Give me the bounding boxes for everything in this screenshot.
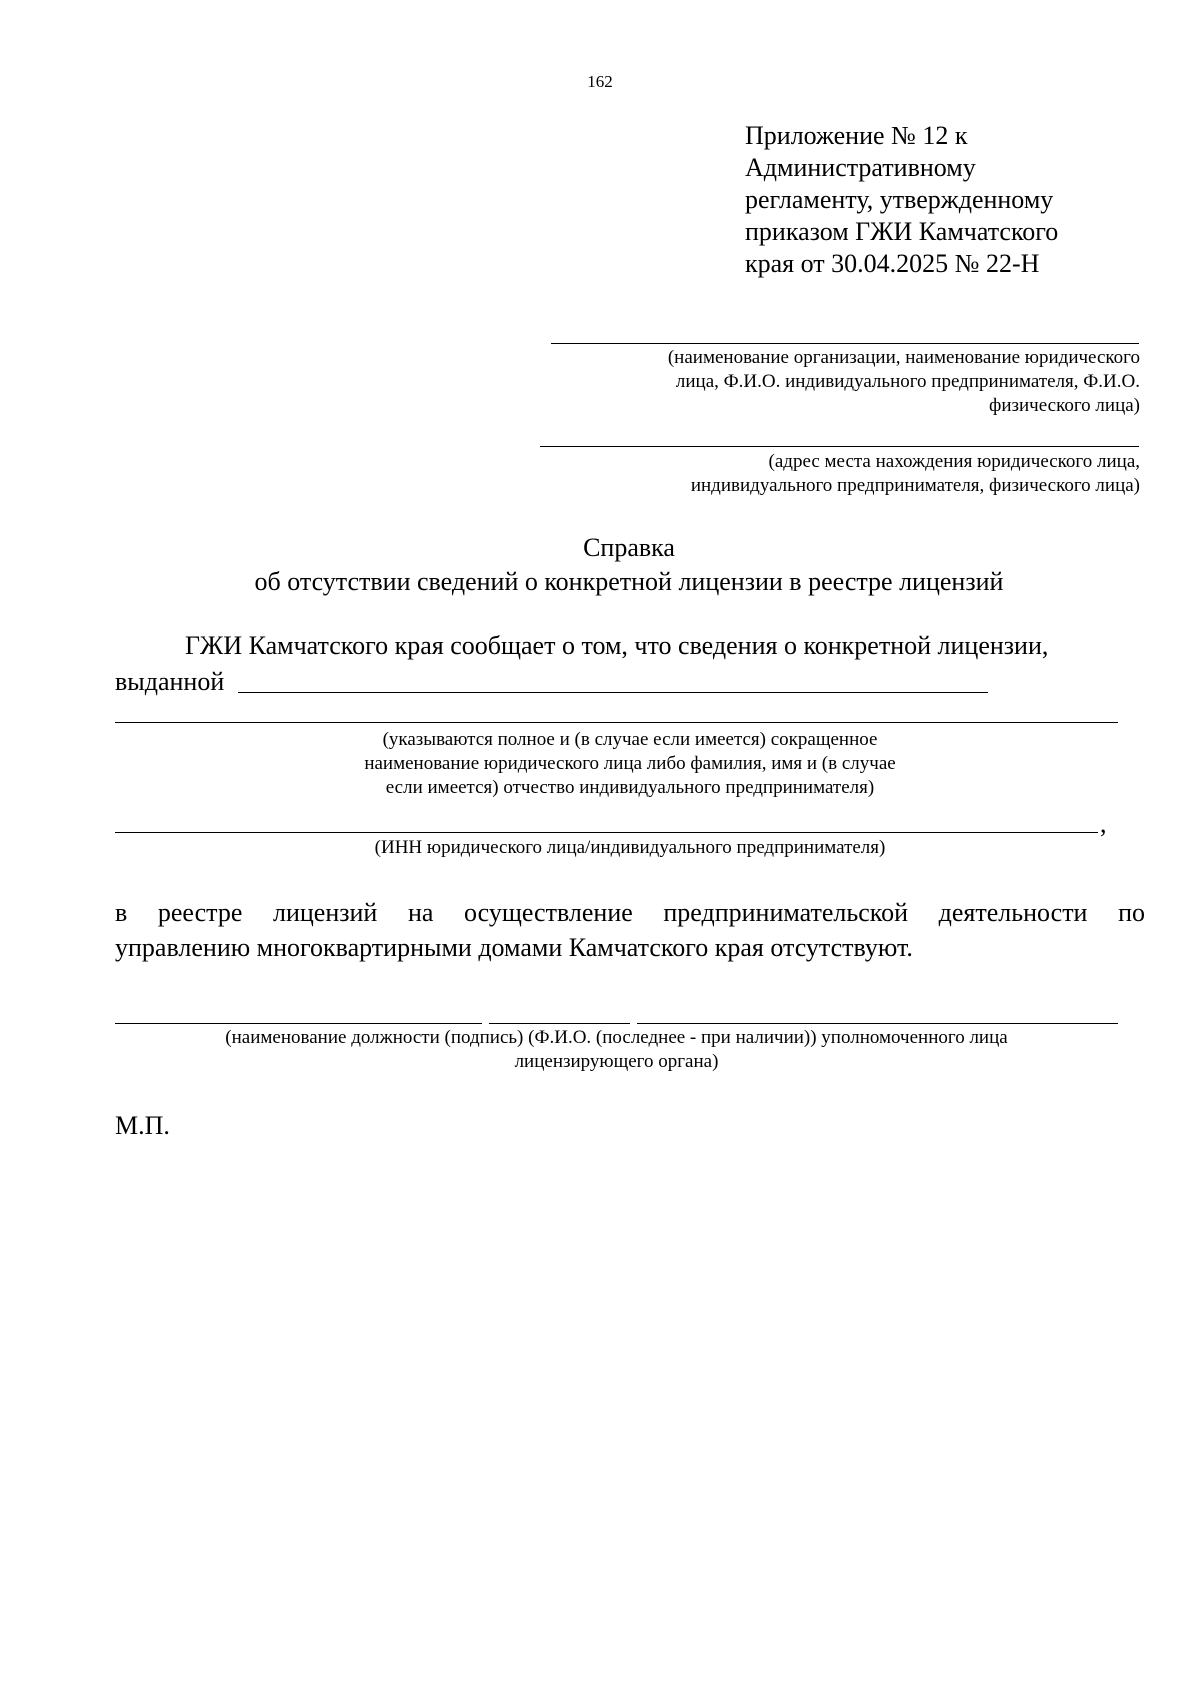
signature-caption: (наименование должности (подпись) (Ф.И.О. (последнее - при наличии)) уполномоченного лица лицензирующего органа) bbox=[225, 1027, 1008, 1072]
appendix-line: Административному bbox=[745, 153, 976, 182]
issued-to-line bbox=[238, 692, 988, 693]
conclusion-line-1: в реестре лицензий на осуществление предпринимательской деятельности по bbox=[115, 898, 1145, 927]
recipient-address-caption: (адрес места нахождения юридического лица, индивидуального предпринимателя, физического лица) bbox=[690, 451, 1140, 496]
full-name-line bbox=[637, 1023, 1118, 1024]
intro-paragraph: ГЖИ Камчатского края сообщает о том, что сведения о конкретной лицензии, bbox=[185, 631, 1049, 660]
document-title: Справка bbox=[583, 533, 675, 562]
appendix-line: края от 30.04.2025 № 22-Н bbox=[745, 249, 1040, 278]
appendix-line: Приложение № 12 к bbox=[745, 121, 968, 150]
position-line bbox=[115, 1023, 482, 1024]
licensee-name-caption: (указываются полное и (в случае если имеется) сокращенное наименование юридического лица либо фамилия, имя и (в случае если имеется) отчество индивидуального предпринимателя) bbox=[364, 729, 896, 798]
appendix-line: регламенту, утвержденному bbox=[745, 185, 1054, 214]
issued-to-label: выданной bbox=[115, 667, 225, 696]
licensee-name-line bbox=[115, 722, 1118, 723]
conclusion-line-2: управлению многоквартирными домами Камчатского края отсутствуют. bbox=[115, 933, 913, 962]
document-subtitle: об отсутствии сведений о конкретной лицензии в реестре лицензий bbox=[254, 567, 1004, 596]
signature-line bbox=[489, 1023, 630, 1024]
recipient-address-line bbox=[540, 446, 1139, 447]
inn-comma: , bbox=[1100, 809, 1107, 838]
inn-line bbox=[115, 832, 1098, 833]
inn-caption: (ИНН юридического лица/индивидуального предпринимателя) bbox=[374, 837, 886, 858]
stamp-place-label: М.П. bbox=[115, 1111, 170, 1140]
recipient-name-line bbox=[551, 343, 1139, 344]
appendix-header bbox=[745, 120, 1165, 280]
page-number: 162 bbox=[587, 72, 613, 91]
recipient-name-caption: (наименование организации, наименование юридического лица, Ф.И.О. индивидуального предпринимателя, Ф.И.О. физического лица) bbox=[667, 347, 1140, 416]
appendix-line: приказом ГЖИ Камчатского bbox=[745, 217, 1059, 246]
